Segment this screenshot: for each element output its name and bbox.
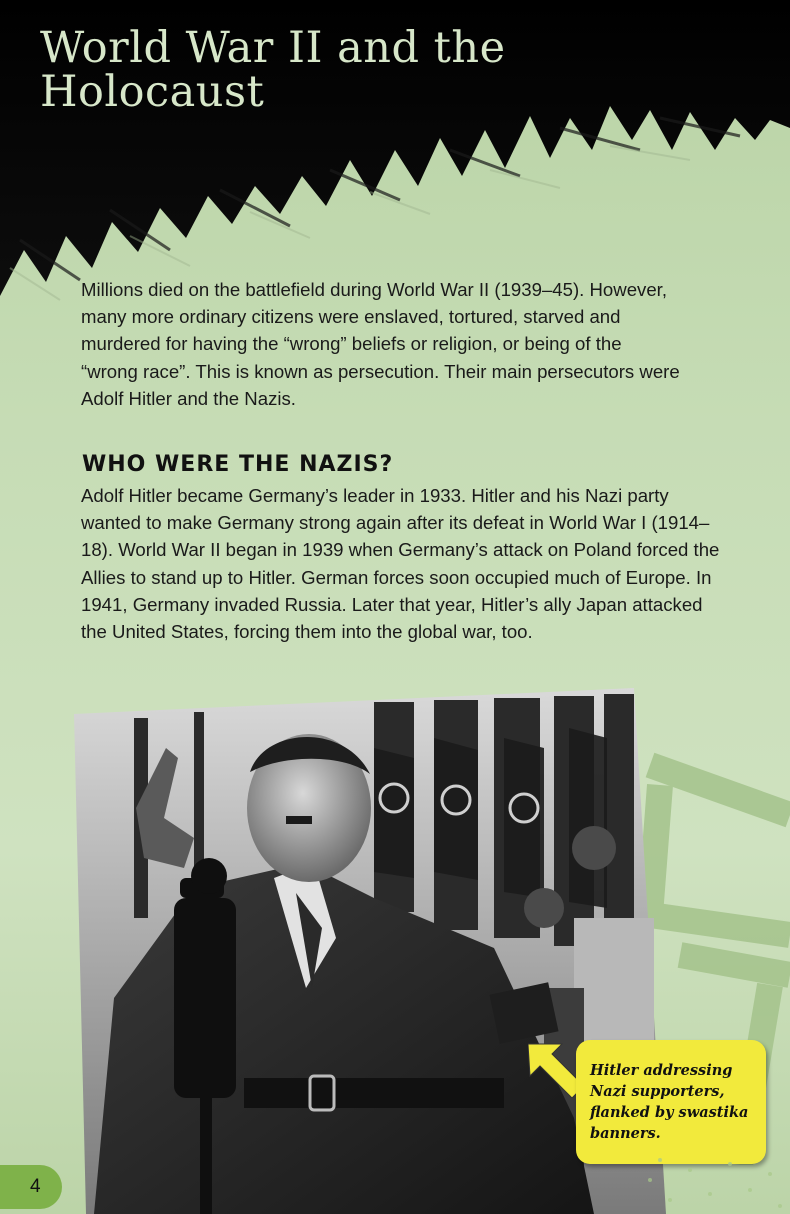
photo-caption: Hitler addressing Nazi supporters, flanked by swastika banners. <box>590 1062 749 1142</box>
section-heading: WHO WERE THE NAZIS? <box>82 452 394 477</box>
page-title: World War II and the Holocaust <box>40 23 506 117</box>
caption-box <box>576 1040 766 1164</box>
intro-paragraph: Millions died on the battlefield during World War II (1939–45). However, many more ordinary citizens were enslaved, tortured, starved and murdered for having the “wrong” beliefs or religion, or being of the “wrong race”. This is known as persecution. Their main persecutors were Adolf Hitler and the Nazis. <box>81 279 680 409</box>
page-number: 4 <box>30 1176 41 1197</box>
texture-decoration <box>640 1150 790 1214</box>
section-body-paragraph: Adolf Hitler became Germany’s leader in 1933. Hitler and his Nazi party wanted to make Germany strong again after its defeat in World War I (1914–18). World War II began in 1939 when Germany’s attack on Poland forced the Allies to stand up to Hitler. German forces soon occupied much of Europe. In 1941, Germany invaded Russia. Later that year, Hitler’s ally Japan attacked the United States, forcing them into the global war, too. <box>81 485 720 643</box>
